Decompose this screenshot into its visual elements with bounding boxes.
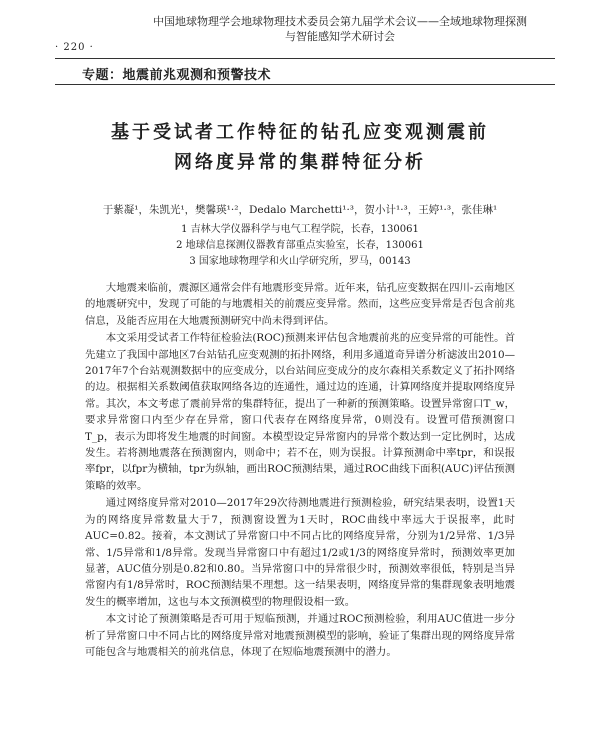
page-number: · 220 · [55,42,94,53]
affiliation-2: 2 地球信息探测仪器教育部重点实验室，长春，130061 [176,240,424,251]
header-rule [55,58,555,59]
conference-line-1: 中国地球物理学会地球物理技术委员会第九届学术会议——全域地球物理探测 [153,15,527,28]
abstract-paragraph: 本文讨论了预测策略是否可用于短临预测，并通过ROC预测检验，利用AUC值进一步分析了异常窗口中不同占比的网络度异常对地震预测模型的影响，验证了集群出现的网络度异常可能包含与地震相关的前兆信息，体现了在短临地震预测中的潜力。 [85,613,515,658]
title-line-1: 基于受试者工作特征的钻孔应变观测震前 [111,122,489,143]
abstract-paragraph: 大地震来临前，震源区通常会伴有地震形变异常。近年来，钻孔应变数据在四川-云南地区的地震研究中，发现了可能的与地震相关的前震应变异常。然而，这些应变异常是否包含前兆信息，及能否应用在大地震预测研究中尚未得到评估。 [85,282,515,327]
affiliation-3: 3 国家地球物理学和火山学研究所，罗马，00143 [189,256,411,267]
affiliation-1: 1 吉林大学仪器科学与电气工程学院，长春，130061 [181,224,419,235]
author-list: 于紫凝¹，朱凯光¹，樊馨瑛¹·²，Dedalo Marchetti¹·³，贺小计¹·³，王婷¹·³，张佳琳¹ [102,204,498,216]
abstract-paragraph: 通过网络度异常对2010—2017年29次待测地震进行预测检验，研究结果表明，设置1天为的网络度异常数量大于7，预测窗设置为1天时，ROC曲线中率远大于误报率，此时AUC=0.82。接着，本文测试了异常窗口中不同占比的网络度异常，分别为1/2异常、1/3异常、1/5异常和1/8异常。发现当异常窗口中有超过1/2或1/3的网络度异常时，预测效率更加显著，AUC值分别是0.82和0.80。当异常窗口中的异常很少时，预测效率很低，特别是当异常窗内有1/8异常时，ROC预测结果不理想。这一结果表明，网络度异常的集群现象表明地震发生的概率增加，这也与本文预测模型的物理假设相一致。 [85,497,515,608]
conference-header [140,14,540,44]
title-line-2: 网络度异常的集群特征分析 [174,152,426,173]
topic-heading: 专题：地震前兆观测和预警技术 [82,68,272,83]
topic-rule [55,84,555,85]
abstract-paragraph: 本文采用受试者工作特征检验法(ROC)预测来评估包含地震前兆的应变异常的可能性。首先建立了我国中部地区7台站钻孔应变观测的拓扑网络，利用多通道奇异谱分析滤波出2010—2017年7个台站观测数据中的应变成分，以台站间应变成分的皮尔森相关系数定义了拓扑网络的边。根据相关系数阈值获取网络各边的连通性，通过边的连通，计算网络度并提取网络度异常。其次，本文考虑了震前异常的集群特征，提出了一种新的预测策略。设置异常窗口T_w，要求异常窗口内至少存在异常，窗口代表存在网络度异常，0则没有。设置可借预测窗口T_p，表示为即将发生地震的时间窗。本模型设定异常窗内的异常个数达到一定比例时，达成发生。若将测地震落在预测窗内，则命中；若不在，则为误报。计算预测命中率tpr，和误报率fpr，以fpr为横轴，tpr为纵轴，画出ROC预测结果，通过ROC曲线下面积(AUC)评估预测策略的效率。 [85,332,515,492]
paper-title [60,118,540,178]
abstract-body [85,280,515,661]
conference-line-2: 与智能感知学术研讨会 [285,30,395,43]
running-header [0,14,600,56]
